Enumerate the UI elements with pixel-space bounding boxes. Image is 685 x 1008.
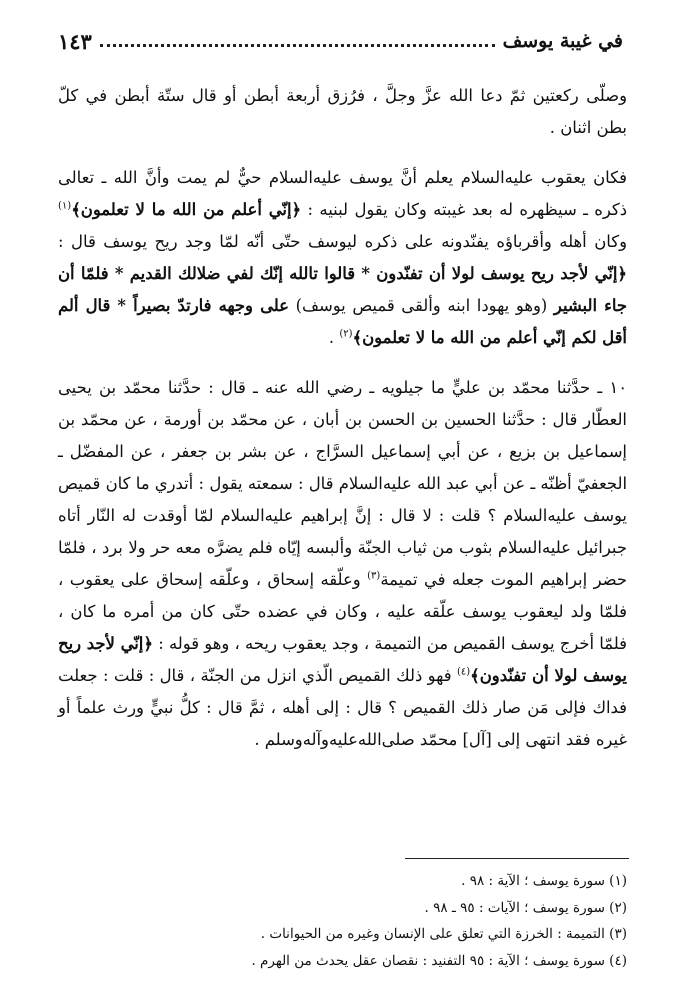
paragraph-2-text-b: وكان أهله وأقرباؤه يفنّدونه على ذكره ليوسف حتّى أنّه لمّا وجد ريح يوسف قال : <box>58 232 627 251</box>
page-number: ١٤٣ <box>58 28 92 54</box>
footnote-3: (٣) التميمة : الخرزة التي تعلق على الإنسان وغيره من الحيوانات . <box>260 926 627 942</box>
footnote-ref-3: (٣) <box>367 570 381 582</box>
paragraph-2-gloss: (وهو يهودا ابنه وألقى قميص يوسف) <box>295 296 548 315</box>
running-header <box>58 24 623 58</box>
header-dot-leader <box>100 44 495 47</box>
paragraph-3-text-c: فهو ذلك القميص الّذي انزل من الجنّة ، قال : قلت : جعلت فداك فإلى مَن صار ذلك القميص ؟ قال : إلى أهله ، ثمَّ قال : كلُّ نبيٍّ ورث علماً أو غيره فقد انتهى إلى [آل] محمّد صلى‌الله‌عليه‌وآله‌وسلم . <box>58 666 627 749</box>
footnote-separator <box>405 858 629 859</box>
quran-quote-3: على وجهه فارتدّ بصيراً * قال ألم أقل لكم إنّي أعلم من الله ما لا تعلمون﴾ <box>58 296 627 347</box>
footnote-2: (٢) سورة يوسف ؛ الآيات : ٩٥ ـ ٩٨ . <box>424 899 627 916</box>
paragraph-3 <box>58 372 627 756</box>
paragraph-2-text-a: فكان يعقوب عليه‌السلام يعلم أنَّ يوسف عليه‌السلام حيٌّ لم يمت وأنَّ الله ـ تعالى ذكره ـ سيظهره له بعد غيبته وكان يقول لبنيه : <box>58 168 627 219</box>
paragraph-3-text-b: وعلّقه إسحاق ، وعلّقه إسحاق على يعقوب ، فلمّا ولد ليعقوب يوسف علّقه عليه ، وكان في عضده حتّى كان من أمره ما كان ، فلمّا أخرج يوسف القميص من التميمة ، وجد يعقوب ريحه ، وهو قوله : <box>58 570 628 653</box>
quran-quote-2: ﴿إنّي لأجد ريح يوسف لولا أن تفنّدون * قالوا تالله إنّك لفي ضلالك القديم * فلمّا أن جاء البشير <box>58 264 627 315</box>
footnote-ref-4: (٤) <box>456 666 471 678</box>
paragraph-2 <box>58 162 627 354</box>
footnote-ref-1: (١) <box>58 200 72 212</box>
quran-quote-1: ﴿إنّي أعلم من الله ما لا تعلمون﴾ <box>71 200 302 219</box>
paragraph-1 <box>58 80 627 144</box>
chapter-title: في غيبة يوسف <box>502 30 623 52</box>
footnotes <box>167 868 627 974</box>
footnote-4: (٤) سورة يوسف ؛ الآية : ٩٥ التفنيد : نقصان عقل يحدث من الهرم . <box>251 952 627 969</box>
paragraph-2-end: . <box>328 328 335 347</box>
paragraph-3-text-a: ١٠ ـ حدَّثنا محمّد بن عليٍّ ما جيلويه ـ رضي الله عنه ـ قال : حدَّثنا محمّد بن يحيى العطّار قال : حدَّثنا الحسين بن الحسن بن أبان ، عن محمّد بن أورمة ، عن محمّد بن إسماعيل بن بزيع ، عن أبي إسماعيل السرَّاج ، عن بشر بن جعفر ، عن المفضّل ـ الجعفيّ أظنّه ـ عن أبي عبد الله عليه‌السلام قال : سمعته يقول : أتدري ما كان قميص يوسف عليه‌السلام ؟ قلت : لا قال : إنَّ إبراهيم عليه‌السلام لمّا أوقدت له النّار أتاه جبرائيل عليه‌السلام بثوب من ثياب الجنّة وألبسه إيّاه فلم يضرَّه معه حر ولا برد ، فلمّا حضر إبراهيم الموت جعله في تميمة <box>58 378 627 589</box>
main-text <box>58 80 627 756</box>
paragraph-1-text: وصلّى ركعتين ثمّ دعا الله عزَّ وجلَّ ، فرُزق أربعة أبطن أو قال ستّة أبطن في كلّ بطن اثنان . <box>58 86 627 137</box>
footnote-ref-2: (٢) <box>339 328 353 340</box>
footnote-1: (١) سورة يوسف ؛ الآية : ٩٨ . <box>461 873 627 889</box>
quran-quote-4: ﴿إنّي لأجد ريح يوسف لولا أن تفنّدون﴾ <box>58 634 627 685</box>
